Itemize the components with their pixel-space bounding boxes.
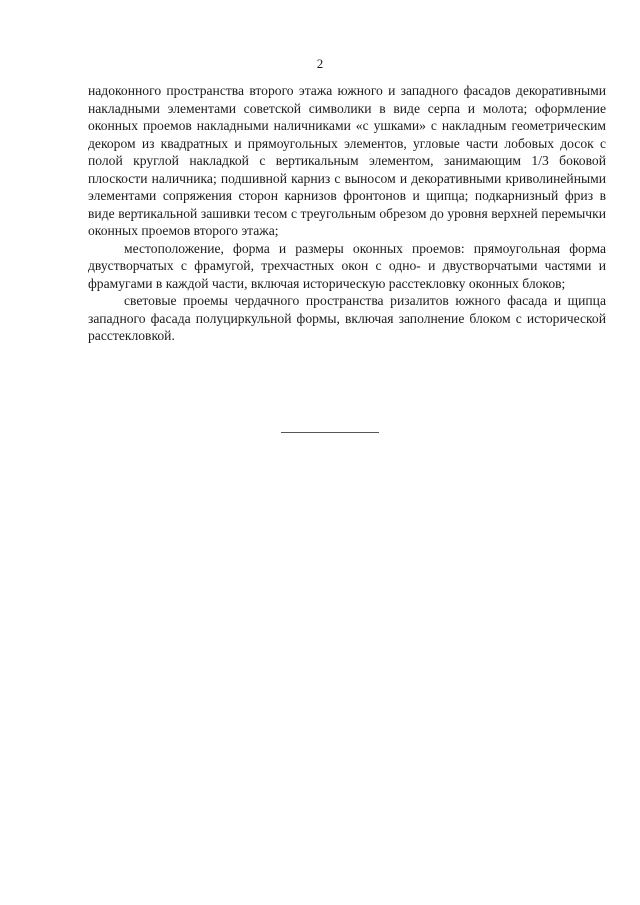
paragraph-continuation: надоконного пространства второго этажа южного и западного фасадов декоративными накладными элементами советской символики в виде серпа и молота; оформление оконных проемов накладными наличниками «с ушками» с накладным геометрическим декором из квадратных и прямоугольных элементов, угловые части лобовых досок с полой круглой накладкой с вертикальным элементом, занимающим 1/3 боковой плоскости наличника; подшивной карниз с выносом и декоративными криволинейными элементами сопряжения сторон карнизов фронтонов и щипца; подкарнизный фриз в виде вертикальной зашивки тесом с треугольным обрезом до уровня верхней перемычки оконных проемов второго этажа; <box>88 83 606 238</box>
separator-line <box>281 432 379 433</box>
page-number: 2 <box>316 56 324 71</box>
paragraph-attic-openings: световые проемы чердачного пространства ризалитов южного фасада и щипца западного фасада полуциркульной формы, включая заполнение блоком с исторической расстекловкой. <box>88 293 606 343</box>
paragraph-window-openings: местоположение, форма и размеры оконных проемов: прямоугольная форма двустворчатых с фрамугой, трехчастных окон с одно- и двустворчатыми частями и фрамугами в каждой части, включая историческую расстекловку оконных блоков; <box>88 240 606 291</box>
document-body <box>88 82 606 345</box>
